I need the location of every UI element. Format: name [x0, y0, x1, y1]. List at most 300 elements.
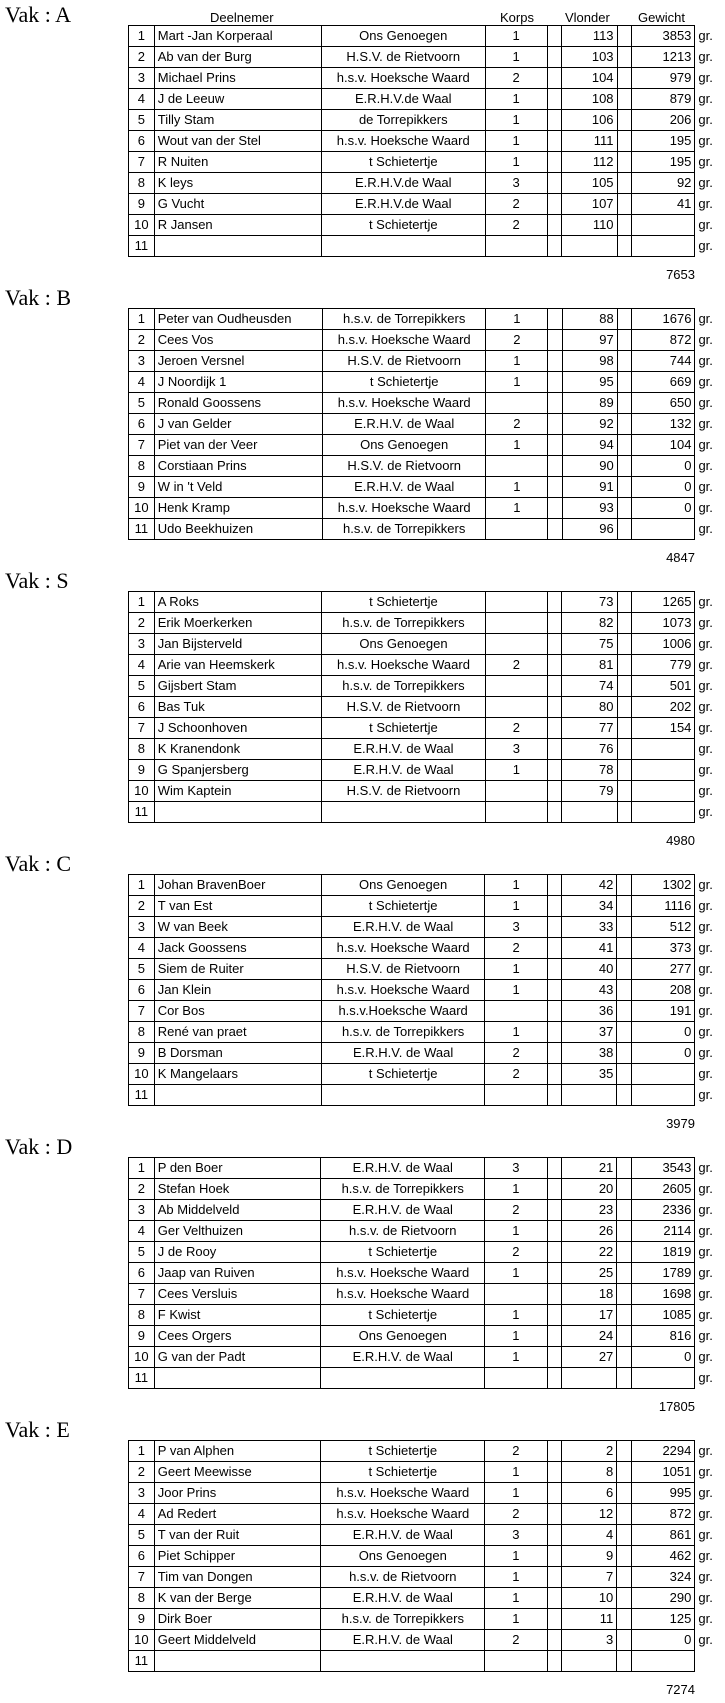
cell-vlonder: 113: [562, 26, 617, 47]
table-row: [129, 173, 725, 194]
cell-korps: [486, 393, 548, 414]
cell-name: Jeroen Versnel: [154, 351, 322, 372]
cell-vlonder: 105: [562, 173, 617, 194]
header-gewicht: Gewicht: [638, 10, 685, 25]
cell-gewicht: 872: [631, 1504, 695, 1525]
cell-spacer: [547, 875, 562, 896]
cell-unit: gr.: [698, 1045, 713, 1060]
cell-gewicht: [632, 236, 695, 257]
section-vak: [0, 568, 725, 854]
table-row: [129, 739, 725, 760]
cell-name: J Noordijk 1: [154, 372, 322, 393]
table-row: [129, 351, 725, 372]
cell-vlonder: 110: [562, 215, 617, 236]
cell-club: Ons Genoegen: [321, 1326, 485, 1347]
cell-club: E.R.H.V. de Waal: [321, 1525, 485, 1546]
cell-unit: gr.: [698, 28, 713, 43]
cell-gewicht: 1698: [631, 1284, 695, 1305]
cell-korps: 3: [485, 173, 547, 194]
cell-korps: [485, 613, 547, 634]
cell-n: 9: [129, 1609, 155, 1630]
cell-name: Ronald Goossens: [154, 393, 322, 414]
section-label: Vak : C: [5, 851, 71, 876]
cell-vlonder: 98: [562, 351, 617, 372]
cell-n: 2: [129, 47, 155, 68]
cell-unit: gr.: [698, 1443, 713, 1458]
cell-n: 3: [129, 1200, 155, 1221]
cell-spacer: [617, 47, 632, 68]
cell-name: Udo Beekhuizen: [154, 519, 322, 540]
cell-vlonder: 9: [562, 1546, 617, 1567]
cell-spacer: [547, 917, 562, 938]
cell-club: h.s.v. de Torrepikkers: [321, 1022, 485, 1043]
cell-club: [321, 1368, 485, 1389]
cell-n: 1: [129, 26, 155, 47]
cell-club: [321, 1651, 485, 1672]
cell-n: 2: [129, 896, 155, 917]
cell-korps: [485, 1284, 547, 1305]
cell-unit: [695, 1651, 725, 1672]
cell-korps: 2: [485, 1441, 547, 1462]
cell-spacer: [547, 1588, 562, 1609]
cell-korps: 2: [486, 414, 548, 435]
cell-club: t Schietertje: [322, 592, 486, 613]
cell-vlonder: 108: [562, 89, 617, 110]
section-total: 4847: [666, 550, 695, 565]
cell-name: Bas Tuk: [154, 697, 321, 718]
cell-spacer: [617, 875, 632, 896]
cell-unit: gr.: [698, 196, 713, 211]
cell-n: 7: [129, 1284, 155, 1305]
cell-unit: gr.: [698, 1632, 713, 1647]
cell-gewicht: 1085: [631, 1305, 695, 1326]
cell-unit: gr.: [698, 353, 713, 368]
table-row: [129, 393, 725, 414]
table-row: [129, 959, 725, 980]
cell-name: T van der Ruit: [154, 1525, 321, 1546]
cell-n: 3: [129, 917, 155, 938]
cell-club: h.s.v. de Torrepikkers: [321, 1179, 485, 1200]
cell-spacer: [617, 1441, 632, 1462]
cell-club: h.s.v. Hoeksche Waard: [322, 498, 485, 519]
cell-unit: gr.: [698, 741, 713, 756]
cell-spacer: [547, 634, 562, 655]
cell-club: E.R.H.V. de Waal: [321, 1347, 485, 1368]
cell-spacer: [617, 1179, 632, 1200]
cell-spacer: [617, 613, 632, 634]
cell-gewicht: 195: [632, 131, 695, 152]
cell-spacer: [547, 131, 562, 152]
cell-spacer: [617, 1588, 632, 1609]
cell-n: 9: [129, 760, 155, 781]
cell-n: 4: [129, 655, 155, 676]
cell-gewicht: 208: [631, 980, 694, 1001]
cell-n: 3: [129, 351, 155, 372]
table-row: [129, 1242, 725, 1263]
cell-club: h.s.v. de Torrepikkers: [322, 613, 486, 634]
cell-spacer: [547, 655, 562, 676]
cell-name: Tilly Stam: [154, 110, 321, 131]
cell-spacer: [547, 47, 562, 68]
cell-name: Jan Bijsterveld: [154, 634, 321, 655]
cell-n: 4: [129, 372, 155, 393]
cell-vlonder: 92: [562, 414, 617, 435]
cell-club: t Schietertje: [321, 152, 485, 173]
cell-gewicht: 3853: [632, 26, 695, 47]
cell-spacer: [617, 1221, 632, 1242]
cell-vlonder: 17: [562, 1305, 617, 1326]
cell-korps: [485, 592, 547, 613]
cell-unit: gr.: [698, 175, 713, 190]
cell-spacer: [617, 330, 632, 351]
cell-vlonder: 106: [562, 110, 617, 131]
cell-n: 5: [129, 393, 155, 414]
cell-korps: 2: [485, 1200, 547, 1221]
table-row: [129, 1085, 725, 1106]
table-row: [129, 236, 725, 257]
cell-spacer: [547, 676, 562, 697]
cell-unit: gr.: [698, 678, 713, 693]
table-row: [129, 330, 725, 351]
cell-gewicht: 501: [632, 676, 695, 697]
table-row: [129, 110, 725, 131]
cell-korps: 1: [485, 110, 547, 131]
cell-spacer: [548, 498, 563, 519]
cell-spacer: [617, 896, 632, 917]
cell-korps: 2: [485, 194, 547, 215]
cell-name: Siem de Ruiter: [154, 959, 321, 980]
cell-spacer: [547, 697, 562, 718]
section-vak: [0, 1417, 725, 1703]
cell-spacer: [547, 592, 562, 613]
cell-spacer: [547, 1483, 562, 1504]
cell-gewicht: 669: [632, 372, 695, 393]
table-row: [129, 309, 725, 330]
cell-club: E.R.H.V. de Waal: [321, 1630, 485, 1651]
cell-gewicht: 861: [631, 1525, 695, 1546]
cell-gewicht: 879: [632, 89, 695, 110]
cell-vlonder: 2: [562, 1441, 617, 1462]
cell-korps: 1: [485, 26, 547, 47]
cell-n: 10: [129, 215, 155, 236]
cell-spacer: [547, 1043, 562, 1064]
cell-spacer: [547, 1504, 562, 1525]
table-row: [129, 1567, 725, 1588]
table-row: [129, 980, 725, 1001]
cell-name: Geert Middelveld: [154, 1630, 321, 1651]
cell-club: E.R.H.V.de Waal: [321, 89, 485, 110]
cell-name: Arie van Heemskerk: [154, 655, 321, 676]
cell-korps: 2: [485, 1630, 547, 1651]
cell-vlonder: 43: [562, 980, 617, 1001]
cell-n: 11: [129, 1368, 155, 1389]
cell-korps: [485, 781, 547, 802]
cell-spacer: [548, 330, 563, 351]
cell-spacer: [547, 1200, 562, 1221]
table-row: [129, 1441, 725, 1462]
cell-club: E.R.H.V. de Waal: [322, 477, 485, 498]
cell-club: E.R.H.V. de Waal: [321, 1043, 485, 1064]
cell-club: [321, 236, 485, 257]
cell-gewicht: 462: [631, 1546, 695, 1567]
cell-spacer: [547, 802, 562, 823]
cell-spacer: [617, 477, 632, 498]
cell-gewicht: 41: [632, 194, 695, 215]
cell-spacer: [547, 1525, 562, 1546]
cell-name: J van Gelder: [154, 414, 322, 435]
cell-spacer: [617, 718, 632, 739]
cell-name: B Dorsman: [154, 1043, 321, 1064]
table-row: [129, 760, 725, 781]
cell-name: A Roks: [154, 592, 321, 613]
cell-korps: 1: [486, 309, 548, 330]
cell-spacer: [547, 1441, 562, 1462]
cell-name: Geert Meewisse: [154, 1462, 321, 1483]
table-row: [129, 89, 725, 110]
cell-n: 4: [129, 1221, 155, 1242]
cell-spacer: [617, 393, 632, 414]
cell-korps: 1: [485, 1609, 547, 1630]
cell-unit: gr.: [698, 636, 713, 651]
table-row: [129, 1483, 725, 1504]
cell-unit: gr.: [698, 217, 713, 232]
cell-club: t Schietertje: [321, 1064, 485, 1085]
cell-name: René van praet: [154, 1022, 321, 1043]
cell-name: W van Beek: [154, 917, 321, 938]
cell-club: h.s.v. Hoeksche Waard: [321, 1284, 485, 1305]
cell-korps: 2: [485, 1242, 547, 1263]
cell-n: 7: [129, 718, 155, 739]
table-row: [129, 1179, 725, 1200]
cell-korps: 1: [485, 1221, 547, 1242]
cell-vlonder: 104: [562, 68, 617, 89]
cell-unit: gr.: [698, 1087, 713, 1102]
cell-name: Ad Redert: [154, 1504, 321, 1525]
cell-n: 1: [129, 875, 155, 896]
cell-spacer: [547, 1546, 562, 1567]
cell-vlonder: 112: [562, 152, 617, 173]
cell-n: 7: [129, 1001, 155, 1022]
cell-spacer: [617, 110, 632, 131]
cell-spacer: [617, 26, 632, 47]
cell-spacer: [548, 393, 563, 414]
cell-name: Gijsbert Stam: [154, 676, 321, 697]
cell-vlonder: 81: [562, 655, 617, 676]
cell-vlonder: 76: [562, 739, 617, 760]
cell-vlonder: 97: [562, 330, 617, 351]
table-row: [129, 68, 725, 89]
cell-gewicht: 0: [632, 498, 695, 519]
table-row: [129, 613, 725, 634]
cell-unit: gr.: [698, 699, 713, 714]
cell-n: 3: [129, 68, 155, 89]
cell-club: t Schietertje: [321, 1305, 485, 1326]
cell-spacer: [547, 1305, 562, 1326]
table-row: [129, 215, 725, 236]
cell-gewicht: [632, 781, 695, 802]
table-row: [129, 519, 725, 540]
cell-spacer: [617, 498, 632, 519]
cell-vlonder: 73: [562, 592, 617, 613]
table-row: [129, 1525, 725, 1546]
cell-korps: [486, 519, 548, 540]
cell-gewicht: 1006: [632, 634, 695, 655]
cell-club: [321, 1085, 485, 1106]
cell-gewicht: [632, 760, 695, 781]
cell-club: h.s.v. de Torrepikkers: [322, 309, 485, 330]
cell-unit: gr.: [698, 1485, 713, 1500]
cell-spacer: [548, 456, 563, 477]
cell-name: Peter van Oudheusden: [154, 309, 322, 330]
cell-club: h.s.v. de Torrepikkers: [322, 676, 486, 697]
cell-gewicht: 202: [632, 697, 695, 718]
cell-name: Piet van der Veer: [154, 435, 322, 456]
cell-spacer: [617, 131, 632, 152]
cell-gewicht: 154: [632, 718, 695, 739]
cell-gewicht: 0: [631, 1347, 695, 1368]
section-total: 4980: [666, 833, 695, 848]
cell-name: [154, 236, 321, 257]
cell-spacer: [617, 194, 632, 215]
cell-n: 9: [129, 1326, 155, 1347]
cell-unit: gr.: [698, 1349, 713, 1364]
cell-spacer: [617, 1242, 632, 1263]
cell-spacer: [617, 1085, 632, 1106]
table-row: [129, 1504, 725, 1525]
table-row: [129, 456, 725, 477]
cell-spacer: [617, 938, 632, 959]
cell-spacer: [617, 1305, 632, 1326]
cell-vlonder: 75: [562, 634, 617, 655]
cell-n: 10: [129, 498, 155, 519]
cell-vlonder: [562, 1368, 617, 1389]
cell-gewicht: 1116: [631, 896, 694, 917]
cell-club: t Schietertje: [321, 215, 485, 236]
cell-club: h.s.v. Hoeksche Waard: [321, 1504, 485, 1525]
cell-name: Ger Velthuizen: [154, 1221, 321, 1242]
cell-club: Ons Genoegen: [322, 435, 485, 456]
cell-vlonder: 103: [562, 47, 617, 68]
cell-spacer: [617, 309, 632, 330]
cell-unit: gr.: [698, 1590, 713, 1605]
cell-unit: gr.: [698, 1370, 713, 1385]
cell-spacer: [617, 1347, 632, 1368]
cell-spacer: [547, 1651, 562, 1672]
table-row: [129, 414, 725, 435]
cell-name: F Kwist: [154, 1305, 321, 1326]
cell-korps: 3: [485, 739, 547, 760]
cell-club: H.S.V. de Rietvoorn: [322, 351, 485, 372]
cell-name: Wim Kaptein: [154, 781, 321, 802]
cell-vlonder: 94: [562, 435, 617, 456]
cell-unit: gr.: [698, 720, 713, 735]
header-korps: Korps: [500, 10, 534, 25]
cell-korps: 1: [485, 980, 547, 1001]
table-row: [129, 26, 725, 47]
cell-spacer: [547, 1567, 562, 1588]
table-row: [129, 1221, 725, 1242]
cell-name: P van Alphen: [154, 1441, 321, 1462]
cell-korps: 2: [485, 718, 547, 739]
cell-spacer: [617, 1200, 632, 1221]
cell-unit: gr.: [698, 395, 713, 410]
cell-spacer: [548, 309, 563, 330]
cell-name: [154, 802, 321, 823]
cell-club: H.S.V. de Rietvoorn: [321, 959, 485, 980]
cell-name: Wout van der Stel: [154, 131, 321, 152]
cell-name: Stefan Hoek: [154, 1179, 321, 1200]
cell-spacer: [547, 1242, 562, 1263]
cell-n: 8: [129, 1022, 155, 1043]
cell-korps: 3: [485, 1525, 547, 1546]
cell-spacer: [617, 215, 632, 236]
cell-vlonder: 77: [562, 718, 617, 739]
cell-spacer: [548, 372, 563, 393]
cell-spacer: [617, 592, 632, 613]
table-row: [129, 697, 725, 718]
cell-korps: 1: [486, 351, 548, 372]
table-row: [129, 676, 725, 697]
cell-club: t Schietertje: [321, 896, 485, 917]
cell-unit: gr.: [698, 1265, 713, 1280]
cell-spacer: [617, 760, 632, 781]
cell-korps: 3: [485, 917, 547, 938]
cell-korps: 1: [485, 1483, 547, 1504]
cell-n: 1: [129, 1158, 155, 1179]
cell-club: h.s.v. Hoeksche Waard: [322, 655, 486, 676]
cell-gewicht: [632, 802, 695, 823]
cell-gewicht: [631, 1368, 695, 1389]
cell-gewicht: 277: [631, 959, 694, 980]
table-row: [129, 1064, 725, 1085]
cell-korps: 2: [485, 1504, 547, 1525]
table-row: [129, 47, 725, 68]
cell-vlonder: 26: [562, 1221, 617, 1242]
cell-korps: 1: [485, 760, 547, 781]
table-row: [129, 194, 725, 215]
table-row: [129, 1347, 725, 1368]
cell-korps: 1: [485, 47, 547, 68]
cell-n: 4: [129, 938, 155, 959]
cell-spacer: [617, 1630, 632, 1651]
cell-spacer: [547, 1326, 562, 1347]
cell-n: 7: [129, 1567, 155, 1588]
cell-korps: 1: [486, 435, 548, 456]
cell-unit: gr.: [698, 91, 713, 106]
cell-n: 8: [129, 1305, 155, 1326]
cell-unit: gr.: [698, 804, 713, 819]
cell-korps: 1: [485, 1462, 547, 1483]
cell-vlonder: 23: [562, 1200, 617, 1221]
cell-unit: gr.: [698, 311, 713, 326]
cell-club: H.S.V. de Rietvoorn: [321, 47, 485, 68]
cell-name: Johan BravenBoer: [154, 875, 321, 896]
cell-club: Ons Genoegen: [321, 875, 485, 896]
cell-vlonder: 18: [562, 1284, 617, 1305]
cell-unit: gr.: [698, 500, 713, 515]
table-row: [129, 1462, 725, 1483]
cell-korps: 1: [485, 89, 547, 110]
cell-name: [154, 1085, 321, 1106]
cell-korps: [485, 1368, 547, 1389]
cell-unit: gr.: [698, 437, 713, 452]
cell-spacer: [617, 781, 632, 802]
cell-unit: gr.: [698, 657, 713, 672]
cell-club: E.R.H.V. de Waal: [322, 414, 485, 435]
cell-korps: 1: [485, 131, 547, 152]
cell-korps: 2: [485, 655, 547, 676]
cell-korps: [485, 1001, 547, 1022]
